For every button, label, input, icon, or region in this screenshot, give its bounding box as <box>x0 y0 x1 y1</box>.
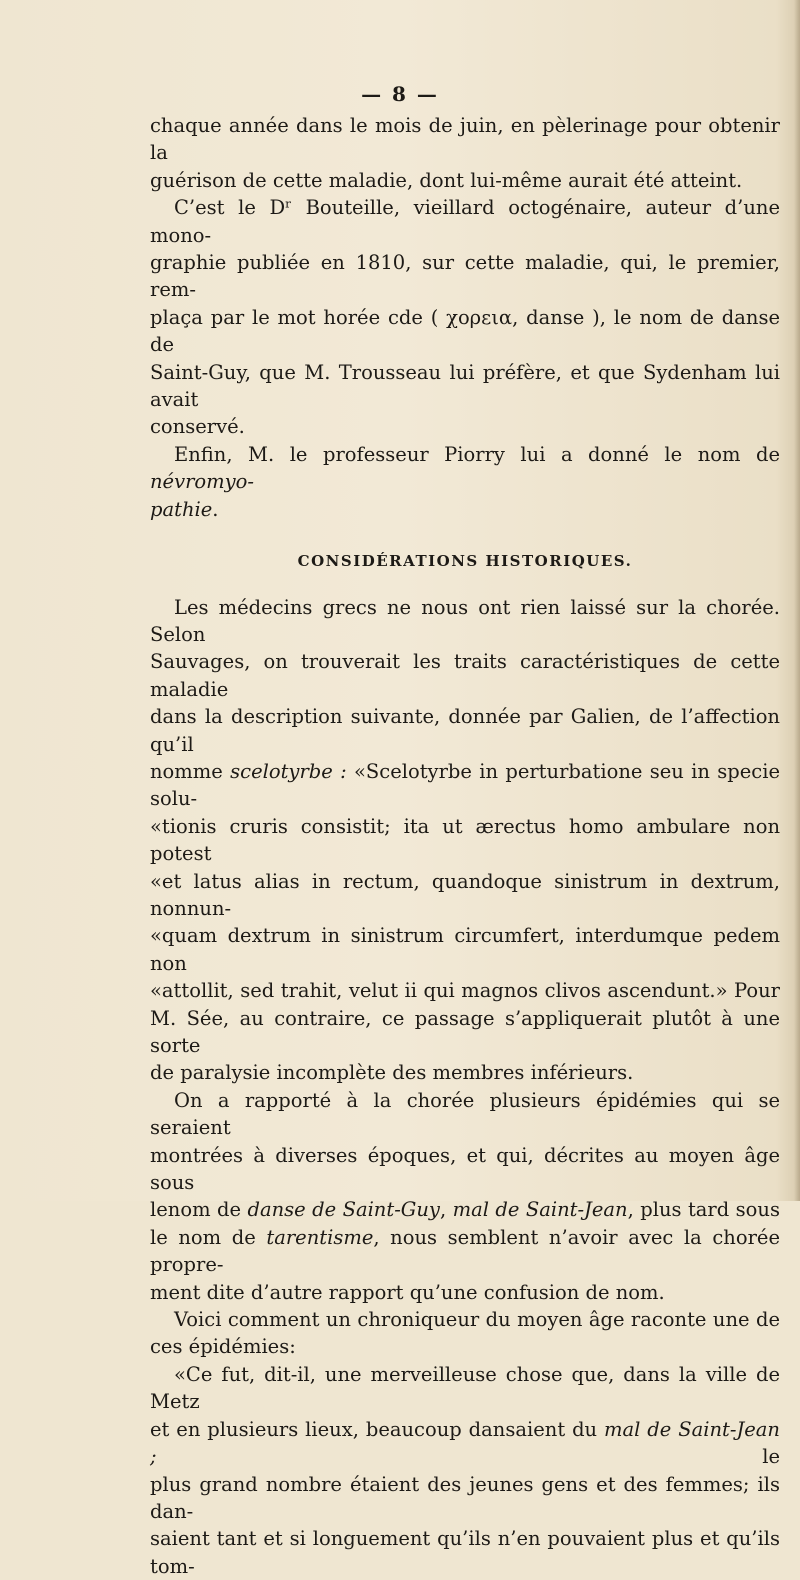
text-line <box>150 1416 780 1471</box>
italic-term: scelotyrbe : <box>230 759 347 783</box>
text-span: , <box>439 1198 453 1222</box>
page-edge-shadow <box>794 0 800 1201</box>
italic-term: mal de Saint-Jean <box>452 1198 628 1222</box>
text-span: lenom de <box>150 1198 248 1222</box>
text-line: dans la description suivante, donnée par Galien, de l’affection qu’il <box>150 705 780 756</box>
italic-term: mal de Saint-Jean ; <box>150 1417 780 1469</box>
text-line: montrées à diverses époques, et qui, décrites au moyen âge sous <box>150 1143 780 1195</box>
text-line: «Ce fut, dit-il, une merveilleuse chose que, dans la ville de Metz <box>150 1362 780 1414</box>
text-line <box>150 1224 780 1279</box>
text-line: Sauvages, on trouverait les traits caractéristiques de cette maladie <box>150 650 780 701</box>
text-line: ment dite d’autre rapport qu’une confusion de nom. <box>150 1280 665 1304</box>
text-line: «et latus alias in rectum, quandoque sinistrum in dextrum, nonnun- <box>150 869 780 920</box>
text-line: conservé. <box>150 415 245 439</box>
text-line: Saint-Guy, que M. Trousseau lui préfère, et que Sydenham lui avait <box>150 360 780 412</box>
text-line: graphie publiée en 1810, sur cette maladie, qui, le premier, rem- <box>150 251 780 302</box>
italic-term: névromyo- <box>150 470 255 494</box>
text-line: «tionis cruris consistit; ita ut ærectus homo ambulare non potest <box>150 814 780 866</box>
text-line <box>150 441 780 496</box>
page-number: — 8 — <box>361 82 439 106</box>
text-line: de paralysie incomplète des membres inférieurs. <box>150 1061 634 1085</box>
text-line: guérison de cette maladie, dont lui-même aurait été atteint. <box>150 168 743 192</box>
text-line: «attollit, sed trahit, velut ii qui magnos clivos ascendunt.» Pour <box>150 979 780 1003</box>
section-heading: CONSIDÉRATIONS HISTORIQUES. <box>297 552 633 571</box>
text-span: le <box>156 1445 780 1469</box>
text-line: saient tant et si longuement qu’ils n’en pouvaient plus et qu’ils tom- <box>150 1527 780 1578</box>
text-span: , nous semblent n’avoir avec la chorée propre- <box>150 1225 781 1277</box>
text-line: plus grand nombre étaient des jeunes gens et des femmes; ils dan- <box>150 1472 780 1523</box>
text-line: ces épidémies: <box>150 1335 296 1359</box>
text-line: Les médecins grecs ne nous ont rien laissé sur la chorée. Selon <box>150 595 780 646</box>
text-line: chaque année dans le mois de juin, en pèlerinage pour obtenir la <box>150 114 780 165</box>
text-line: C’est le Dʳ Bouteille, vieillard octogénaire, auteur d’une mono- <box>150 196 780 247</box>
text-span: le nom de <box>150 1225 267 1249</box>
text-line: Voici comment un chroniqueur du moyen âge raconte une de <box>174 1308 780 1332</box>
text-line <box>150 758 780 813</box>
text-span: , plus tard sous <box>627 1198 780 1222</box>
text-line <box>150 496 780 523</box>
body-text <box>150 112 780 1580</box>
italic-term: pathie <box>150 497 213 521</box>
text-span: . <box>212 497 219 521</box>
text-line: M. Sée, au contraire, ce passage s’appliquerait plutôt à une sorte <box>150 1006 780 1057</box>
italic-term: tarentisme <box>266 1225 374 1249</box>
text-line: plaça par le mot horée cde ( χορεια, danse ), le nom de danse de <box>150 305 780 357</box>
text-span: et en plusieurs lieux, beaucoup dansaient du <box>150 1417 605 1441</box>
italic-term: danse de Saint-Guy <box>247 1198 440 1222</box>
text-line: «quam dextrum in sinistrum circumfert, interdumque pedem non <box>150 924 780 975</box>
text-line: On a rapporté à la chorée plusieurs épidémies qui se seraient <box>150 1088 780 1140</box>
text-span: «Scelotyrbe in perturbatione seu in specie solu- <box>150 759 780 811</box>
text-span: Enfin, M. le professeur Piorry lui a donné le nom de <box>174 442 780 466</box>
text-span: nomme <box>150 759 231 783</box>
